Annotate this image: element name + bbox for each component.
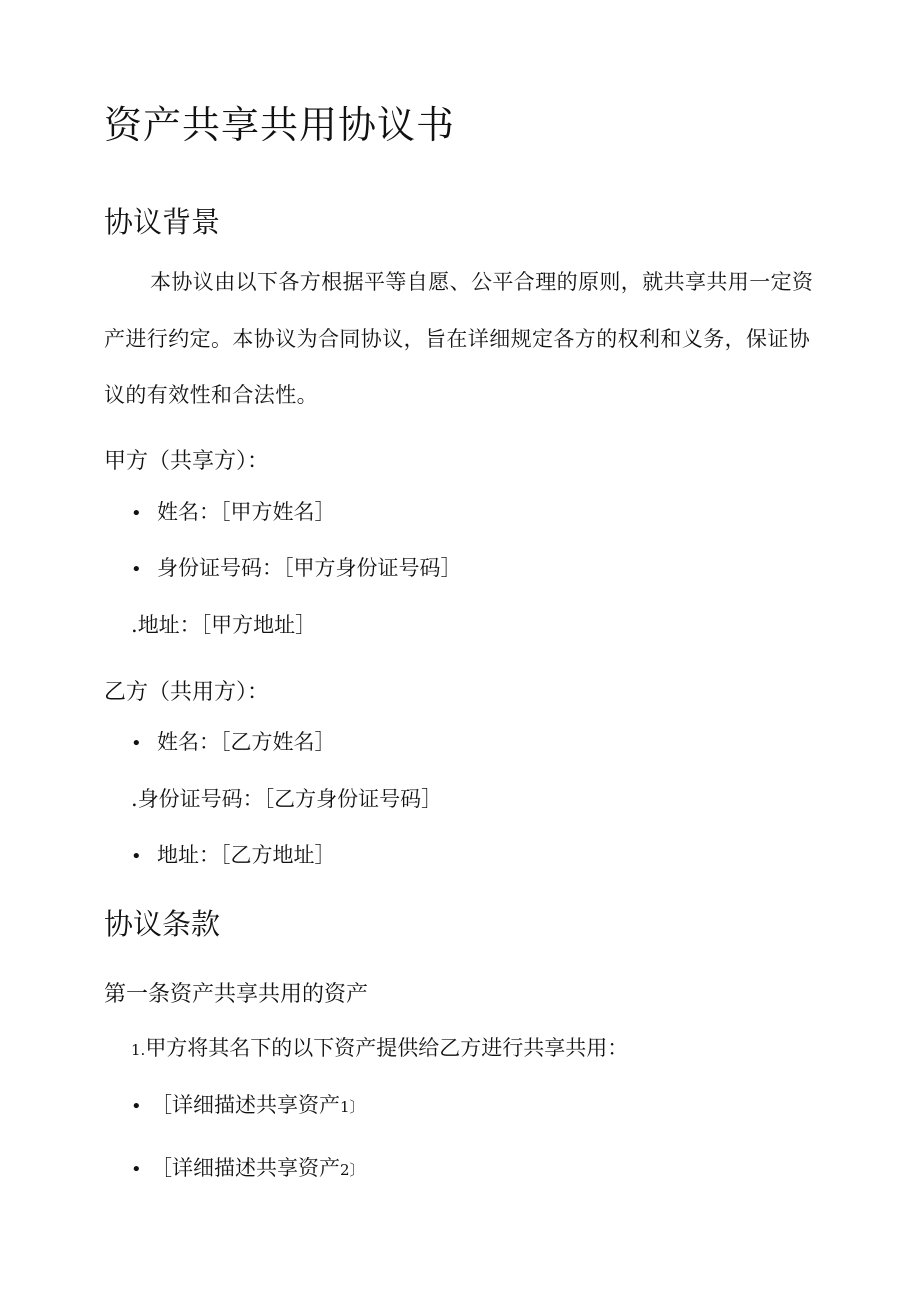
background-line-2: 产进行约定。本协议为合同协议，旨在详细规定各方的权利和义务，保证协 — [104, 327, 811, 351]
bullet-icon: • — [131, 846, 142, 867]
terms-heading: 协议条款 — [104, 907, 221, 941]
party-b-id-item — [131, 783, 442, 813]
party-b-address-item — [131, 839, 336, 869]
asset-item-2-text: ［详细描述共享资产 — [151, 1156, 340, 1180]
asset-item-2 — [131, 1152, 365, 1182]
party-a-heading: 甲方（共享方）： — [104, 449, 270, 474]
article-1-item-1-text: 甲方将其名下的以下资产提供给乙方进行共享共用： — [145, 1036, 629, 1060]
background-line-3: 议的有效性和合法性。 — [104, 383, 318, 407]
party-a-address: 地址：［甲方地址］ — [137, 613, 317, 637]
asset-item-1 — [131, 1089, 365, 1119]
background-heading: 协议背景 — [104, 205, 221, 239]
asset-item-2-close: 〕 — [349, 1161, 365, 1179]
asset-item-1-text: ［详细描述共享资产 — [151, 1093, 340, 1117]
bullet-icon: • — [131, 559, 142, 580]
party-a-address-marker: . — [131, 613, 138, 637]
asset-item-2-number: 2 — [340, 1161, 350, 1179]
article-1-item-1-number: 1. — [131, 1041, 146, 1059]
party-b-id-number: 身份证号码：［乙方身份证号码］ — [137, 787, 443, 811]
article-1-item-1 — [131, 1032, 628, 1062]
party-a-name-item — [131, 496, 336, 526]
bullet-icon: • — [131, 733, 142, 754]
party-b-address: 地址：［乙方地址］ — [157, 843, 336, 867]
party-b-id-marker: . — [131, 787, 138, 811]
party-a-id-item — [131, 552, 462, 582]
party-b-name: 姓名：［乙方姓名］ — [157, 730, 336, 754]
party-a-name: 姓名：［甲方姓名］ — [157, 500, 336, 524]
party-a-id-number: 身份证号码：［甲方身份证号码］ — [157, 556, 462, 580]
party-b-name-item — [131, 726, 336, 756]
background-line-1: 本协议由以下各方根据平等自愿、公平合理的原则，就共享共用一定资 — [150, 270, 814, 294]
asset-item-1-number: 1 — [340, 1098, 350, 1116]
document-title: 资产共享共用协议书 — [104, 103, 456, 147]
party-b-heading: 乙方（共用方）： — [104, 680, 270, 705]
party-a-address-item — [131, 609, 316, 639]
article-1-heading: 第一条资产共享共用的资产 — [104, 982, 369, 1007]
bullet-icon: • — [131, 503, 142, 524]
bullet-icon: • — [131, 1159, 142, 1180]
asset-item-1-close: 〕 — [349, 1098, 365, 1116]
bullet-icon: • — [131, 1096, 142, 1117]
